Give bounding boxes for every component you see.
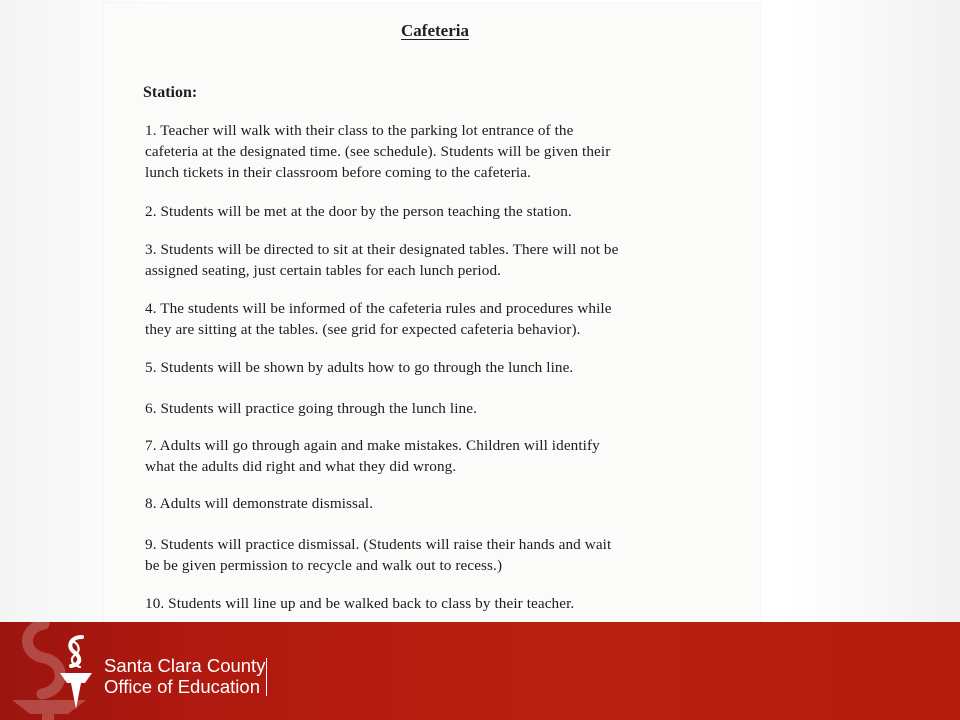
scanned-document <box>104 3 760 626</box>
item-line: they are sitting at the tables. (see grid for expected cafeteria behavior). <box>145 321 581 338</box>
station-heading: Station: <box>143 84 198 101</box>
list-item <box>145 298 745 340</box>
org-name-line1: Santa Clara County <box>104 655 266 676</box>
list-item <box>145 398 745 419</box>
document-title: Cafeteria <box>401 21 469 40</box>
org-divider <box>266 658 267 696</box>
list-item <box>145 120 745 183</box>
list-item <box>145 239 745 281</box>
item-line: be be given permission to recycle and walk out to recess.) <box>145 557 503 574</box>
item-line: 1. Teacher will walk with their class to the parking lot entrance of the <box>145 122 574 139</box>
footer-banner <box>0 622 960 720</box>
item-line: assigned seating, just certain tables for each lunch period. <box>145 262 502 279</box>
org-name-line2: Office of Education <box>104 676 260 697</box>
item-line: 9. Students will practice dismissal. (Students will raise their hands and wait <box>145 536 612 553</box>
item-line: 6. Students will practice going through the lunch line. <box>145 400 477 417</box>
item-line: 8. Adults will demonstrate dismissal. <box>145 495 374 512</box>
item-line: 3. Students will be directed to sit at their designated tables. There will not be <box>145 241 619 258</box>
list-item <box>145 534 745 576</box>
list-item <box>145 201 745 222</box>
item-line: what the adults did right and what they did wrong. <box>145 458 457 475</box>
item-line: cafeteria at the designated time. (see schedule). Students will be given their <box>145 143 611 160</box>
torch-s-logo-icon <box>58 633 94 711</box>
list-item <box>145 435 745 477</box>
item-line: 2. Students will be met at the door by the person teaching the station. <box>145 203 572 220</box>
item-line: lunch tickets in their classroom before coming to the cafeteria. <box>145 164 531 181</box>
list-item <box>145 493 745 514</box>
org-name <box>104 655 265 697</box>
item-line: 7. Adults will go through again and make mistakes. Children will identify <box>145 437 600 454</box>
item-line: 5. Students will be shown by adults how to go through the lunch line. <box>145 359 574 376</box>
list-item <box>145 593 745 614</box>
item-line: 4. The students will be informed of the cafeteria rules and procedures while <box>145 300 612 317</box>
item-line: 10. Students will line up and be walked back to class by their teacher. <box>145 595 575 612</box>
list-item <box>145 357 745 378</box>
